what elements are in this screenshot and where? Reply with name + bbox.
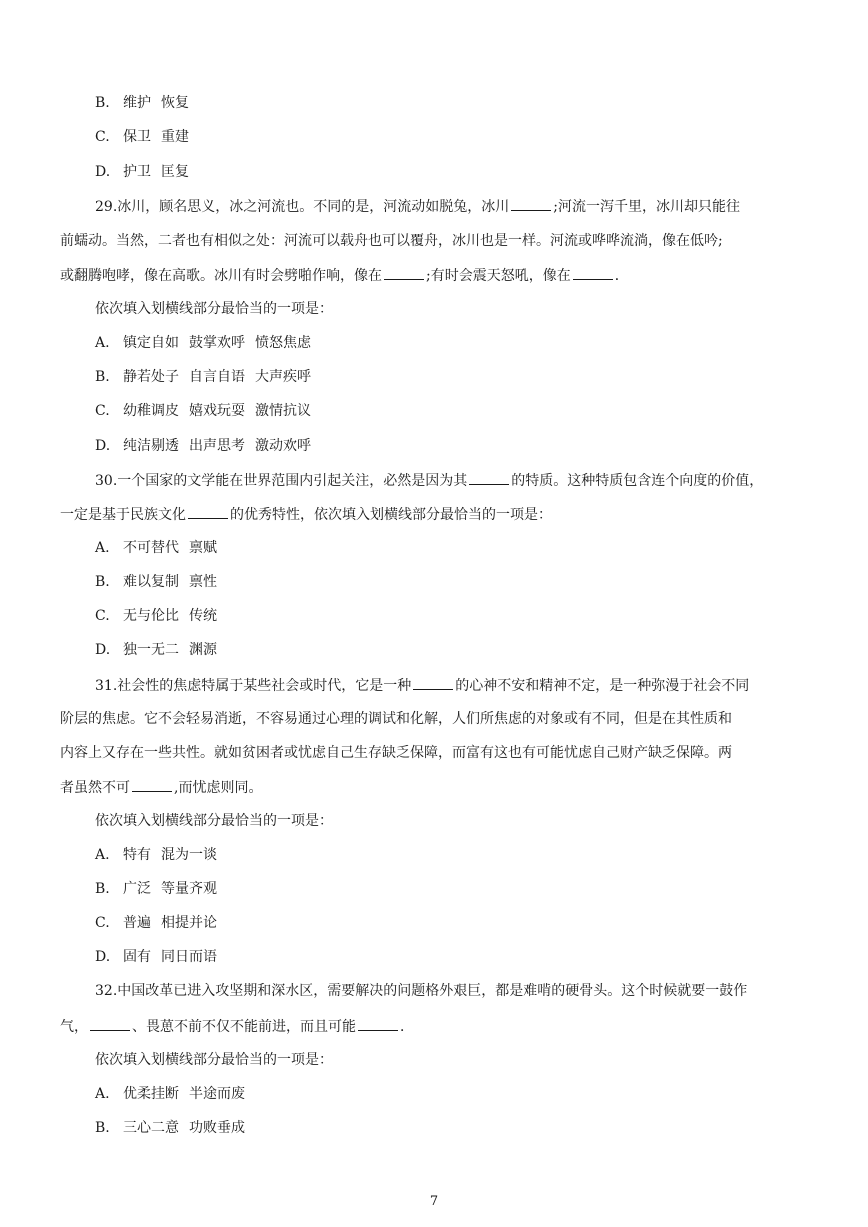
q32-line-2: 气， 、畏葸不前不仅不能前进，而且可能 ． [60,1016,414,1037]
q29-option-d: D. 纯洁剔透 出声思考 激动欢呼 [95,438,311,454]
q30-option-c: C. 无与伦比 传统 [95,608,217,624]
page-number: 7 [429,1194,439,1209]
q29-option-b: B. 静若处子 自言自语 大声疾呼 [95,369,311,385]
q31-line-2: 阶层的焦虑。它不会轻易消逝，不容易通过心理的调试和化解，人们所焦虑的对象或有不同，但是在其性质和 [60,711,732,727]
q29-line-3: 或翻腾咆哮，像在高歌。冰川有时会劈啪作响，像在 ;有时会震天怒吼，像在 ． [60,265,629,286]
q32-option-b: B. 三心二意 功败垂成 [95,1120,245,1136]
blank [573,265,613,280]
q30-option-a: A. 不可替代 禀赋 [95,540,217,556]
blank [511,196,551,211]
q32-line-1: 32.中国改革已进入攻坚期和深水区，需要解决的问题格外艰巨，都是难啃的硬骨头。这个时候就要一鼓作 [95,983,748,999]
q30-line-2: 一定是基于民族文化 的优秀特性，依次填入划横线部分最恰当的一项是： [60,504,552,525]
q30-line-1: 30.一个国家的文学能在世界范围内引起关注，必然是因为其 的特质。这种特质包含连个向度的价值， [95,470,763,491]
q31-option-b: B. 广泛 等量齐观 [95,881,217,897]
blank [358,1016,398,1031]
q32-prompt: 依次填入划横线部分最恰当的一项是： [95,1052,333,1068]
q30-option-b: B. 难以复制 禀性 [95,574,217,590]
q31-line-4: 者虽然不可 ,而忧虑则同。 [60,777,262,798]
blank [384,265,424,280]
q29-option-c: C. 幼稚调皮 嬉戏玩耍 激情抗议 [95,403,311,419]
q28-option-c: C. 保卫 重建 [95,129,189,145]
q29-line-1: 29.冰川，顾名思义，冰之河流也。不同的是，河流动如脱兔，冰川 ;河流一泻千里，冰川却只能往 [95,196,740,217]
q31-option-c: C. 普遍 相提并论 [95,915,217,931]
blank [188,504,228,519]
blank [90,1016,130,1031]
q28-option-d: D. 护卫 匡复 [95,164,189,180]
blank [413,675,453,690]
q30-option-d: D. 独一无二 渊源 [95,642,217,658]
q31-option-a: A. 特有 混为一谈 [95,847,217,863]
q29-prompt: 依次填入划横线部分最恰当的一项是： [95,301,333,317]
q31-line-1: 31.社会性的焦虑特属于某些社会或时代，它是一种 的心神不安和精神不定，是一种弥漫于社会不同 [95,675,749,696]
q32-option-a: A. 优柔挂断 半途而废 [95,1086,245,1102]
blank [132,777,172,792]
q31-prompt: 依次填入划横线部分最恰当的一项是： [95,813,333,829]
blank [469,470,509,485]
q31-option-d: D. 固有 同日而语 [95,949,217,965]
q29-line-2: 前蠕动。当然，二者也有相似之处：河流可以载舟也可以覆舟，冰川也是一样。河流或哗哗流淌，像在低吟; [60,233,723,249]
q28-option-b: B. 维护 恢复 [95,95,189,111]
q31-line-3: 内容上又存在一些共性。就如贫困者或忧虑自己生存缺乏保障，而富有这也有可能忧虑自己财产缺乏保障。两 [60,745,732,761]
q29-option-a: A. 镇定自如 鼓掌欢呼 愤怒焦虑 [95,335,311,351]
